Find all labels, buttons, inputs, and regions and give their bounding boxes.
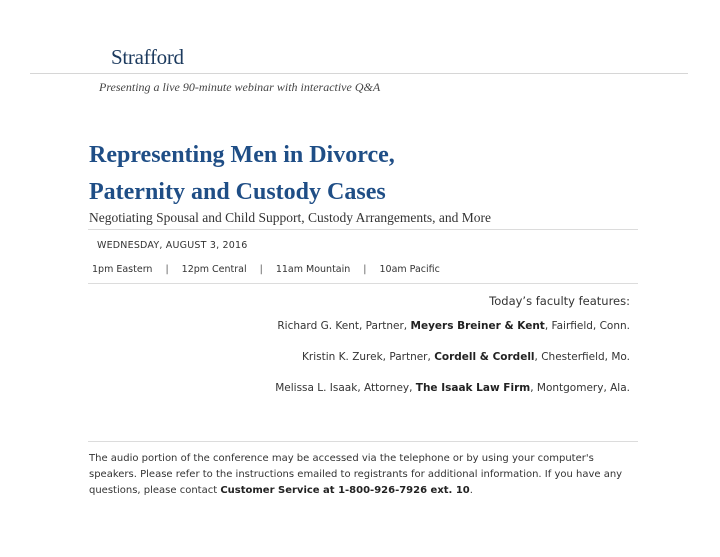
- divider: [88, 283, 638, 284]
- time-mountain: 11am Mountain: [275, 264, 351, 275]
- faculty-heading: Today’s faculty features:: [489, 294, 630, 308]
- faculty-location: , Montgomery, Ala.: [530, 382, 630, 394]
- audio-notice: [89, 451, 639, 499]
- divider: [88, 229, 638, 230]
- time-eastern: 1pm Eastern: [92, 264, 153, 275]
- event-date: WEDNESDAY, AUGUST 3, 2016: [97, 240, 248, 251]
- faculty-member: [150, 351, 630, 363]
- time-separator: |: [165, 264, 169, 275]
- faculty-name-role: Melissa L. Isaak, Attorney,: [275, 382, 416, 394]
- faculty-name-role: Kristin K. Zurek, Partner,: [302, 351, 435, 363]
- faculty-firm: The Isaak Law Firm: [415, 382, 531, 394]
- faculty-location: , Fairfield, Conn.: [544, 320, 630, 332]
- time-pacific: 10am Pacific: [379, 264, 440, 275]
- title-line-2: Paternity and Custody Cases: [89, 179, 386, 205]
- faculty-name-role: Richard G. Kent, Partner,: [277, 320, 411, 332]
- notice-end: .: [469, 485, 473, 496]
- webinar-title: [89, 137, 649, 211]
- header-divider: [30, 73, 688, 74]
- webinar-tagline: Presenting a live 90-minute webinar with interactive Q&A: [99, 80, 381, 94]
- faculty-location: , Chesterfield, Mo.: [534, 351, 630, 363]
- title-line-1: Representing Men in Divorce,: [89, 142, 395, 168]
- faculty-firm: Cordell & Cordell: [434, 351, 535, 363]
- customer-service-contact: Customer Service at 1-800-926-7926 ext. 10: [220, 485, 470, 496]
- webinar-subtitle: Negotiating Spousal and Child Support, Custody Arrangements, and More: [89, 210, 491, 225]
- notice-text: The audio portion of the conference may be accessed via the telephone or by using your computer's speakers. Please refer to the instructions emailed to registrants for additional information. If you have any questions, please contact: [89, 453, 623, 496]
- strafford-logo: Strafford: [111, 45, 184, 69]
- time-separator: |: [363, 264, 367, 275]
- event-times: [92, 264, 440, 275]
- faculty-member: [150, 320, 630, 332]
- time-separator: |: [259, 264, 263, 275]
- faculty-firm: Meyers Breiner & Kent: [410, 320, 545, 332]
- faculty-member: [150, 382, 630, 394]
- time-central: 12pm Central: [181, 264, 247, 275]
- divider: [88, 441, 638, 442]
